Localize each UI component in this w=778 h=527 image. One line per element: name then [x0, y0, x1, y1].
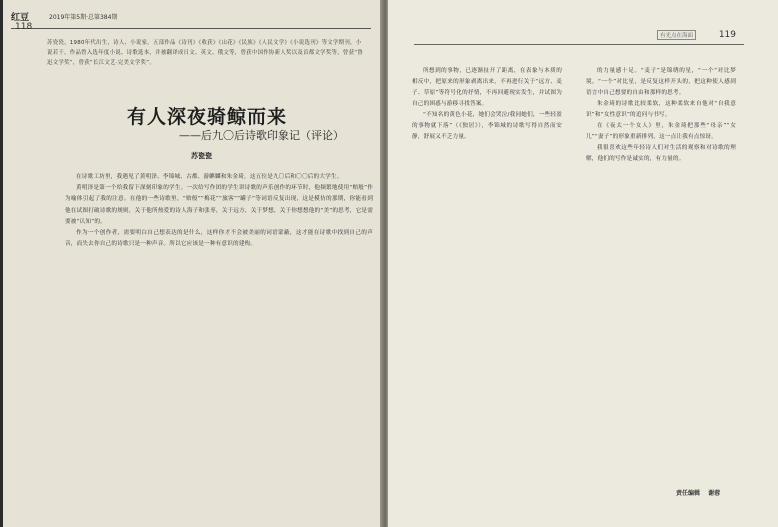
- article-author: 苏瓷瓷: [191, 152, 212, 160]
- paragraph: 黄明泽是第一个给我留下深刻印象的学生。一次给写作团的学生讲诗歌的声乐创作的环节时，他频繁地使用“赔般”作为喻体引起了我的注意。在他的一些诗歌里，“赔般”“梅花”“旅客”“罐子”等词语反复出现，这是模仿的那期，你能看到他在试图打破诗歌的规则，关于他所热爱的诗人海子和张枣，关于远方，关于梦想，关于你想想他的“美”的思考，它是需要被“认知”的。: [65, 185, 373, 225]
- paragraph: “不知名的黄色小花，她们会哭泣/我同她们，一些轻盈的事物就下落”（《独居》），李锦城的诗歌写得自然而安静，舒展又不乏力量。: [412, 112, 562, 140]
- paragraph: 在《夜太一个女人》里，朱金琦把那些“母亲”“女儿”“妻子”的形象重新排列，这一点让我有点惊讶。: [586, 123, 736, 140]
- editor-name: 谢蓉: [708, 490, 721, 497]
- right-column-2: [586, 66, 736, 165]
- section-label: 有光点在海面: [657, 30, 696, 40]
- paragraph: 我很喜欢这些年轻诗人们对生活的观察和对诗歌的理解，他们的写作是诚实的，有力量的。: [586, 145, 736, 162]
- left-page: [3, 0, 384, 527]
- article-title: 有人深夜骑鲸而来: [127, 106, 288, 128]
- paragraph: 作为一个创作者，需要明白自己想表达的是什么，这样你才不会被美丽的词语蒙蔽，这才能在诗歌中找到自己的声音，而失去你自己的诗歌只是一种声音。所以它应该是一种有意识的建构。: [65, 230, 373, 248]
- editor-credit: [676, 488, 720, 497]
- paragraph: 在诗歌工坊里，我遇见了黄明泽、李锦城、古都、游麒麟和朱金琦，这五位是九〇后和〇〇后的大学生。: [76, 174, 343, 180]
- right-column-1: [412, 66, 562, 143]
- issue-label: 2019年第5期·总第384期: [49, 14, 118, 21]
- page-number-left: 118: [15, 22, 33, 32]
- left-page-header: [11, 10, 371, 29]
- article-subtitle: ——后九〇后诗歌印象记（评论）: [179, 129, 344, 142]
- right-page: [388, 0, 778, 527]
- author-bio: 苏瓷瓷，1980年代出生，诗人、小说家。五部作品《诗刊》《收获》《山花》《民族》《人民文学》《小说选刊》等文学期刊，小说若干，作品曾入选年度小说、诗歌选本，并被翻译成日文、英文、俄文等，曾获中国作协新人奖以及首都文学奖等，曾获“鲁迅文学奖”，曾获“长江文艺·完美文学奖”。: [47, 40, 364, 66]
- paragraph: 朱金琦的诗歌比较柔软，这种柔软来自他对“自我意识”和“女性意识”的追问与书写。: [586, 101, 736, 118]
- paragraph: 的力量感十足。“麦子”是锦绣的星，“一个”对比梦境，“一个”对比星，是反复这样开头的，把这种使人感到语言中自己想要的自由和那样的思考。: [586, 68, 736, 96]
- left-body-text: [65, 172, 373, 250]
- paragraph: 所想到的事物，已逐渐扯开了距离，在表象与本质的相反中，把原来的形象剥离出来，不再进行关于“远方、麦子、草原”等符号化的抒情，不再回避现实发生，并试图为自己的困惑与游移寻找答案。: [412, 68, 562, 107]
- page-number-right: 119: [718, 30, 736, 40]
- magazine-masthead: 红豆: [11, 13, 30, 23]
- editor-label: 责任编辑: [676, 490, 701, 497]
- right-page-header: [414, 30, 744, 45]
